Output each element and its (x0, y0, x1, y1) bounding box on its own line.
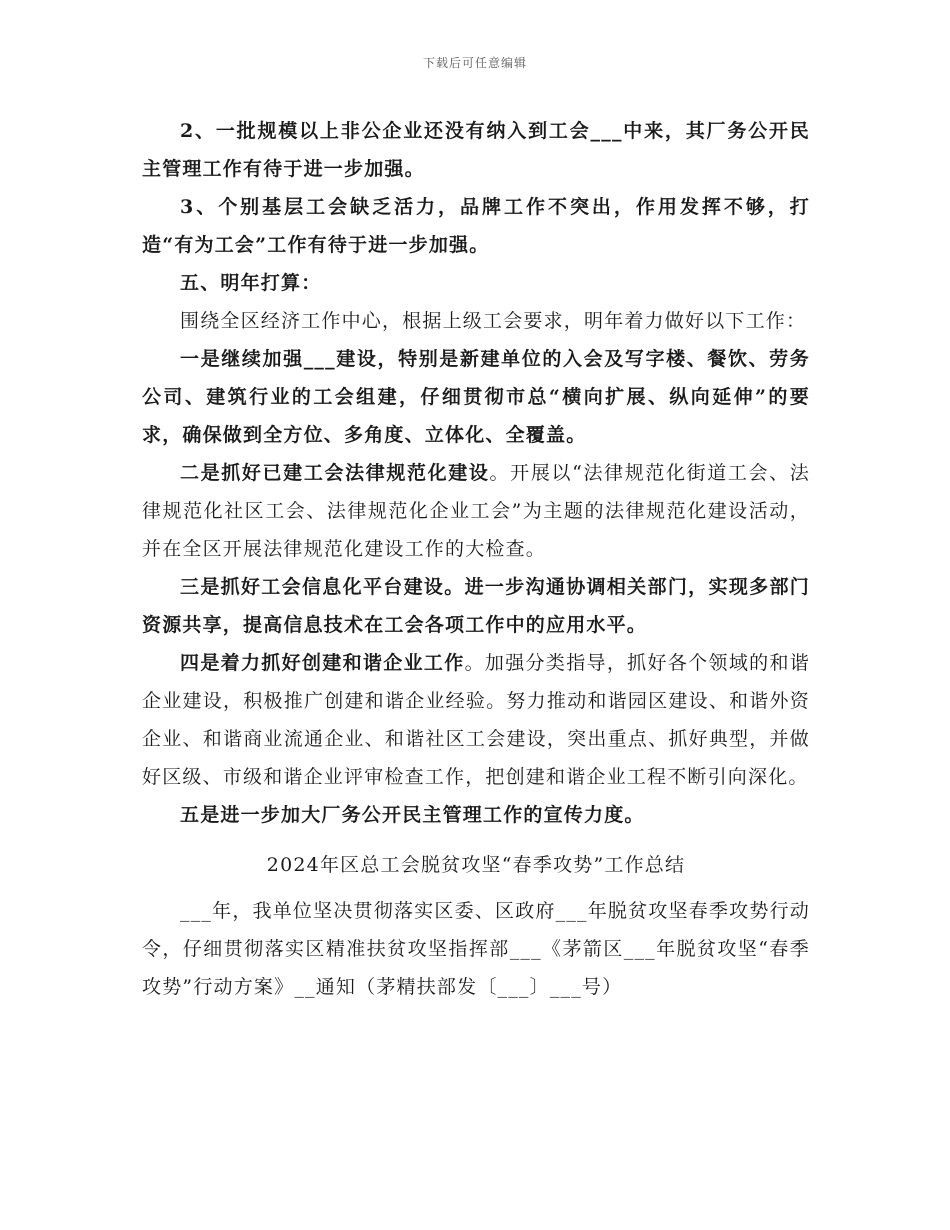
plan-4-body: 。加强分类指导，抓好各个领域的和谐企业建设，积极推广创建和谐企业经验。努力推动和谐园区建设、和谐外资企业、和谐商业流通企业、和谐社区工会建设，突出重点、抓好典型，并做好区级、市级和谐企业评审检查工作，把创建和谐企业工程不断引向深化。 (142, 652, 810, 788)
paragraph-plans-intro: 围绕全区经济工作中心，根据上级工会要求，明年着力做好以下工作： (180, 310, 807, 332)
paragraph-plan-2 (142, 454, 810, 568)
paragraph-issue-2: 2、一批规模以上非公企业还没有纳入到工会___中来，其厂务公开民主管理工作有待于进一步加强。 (142, 120, 810, 180)
document-title: 2024年区总工会脱贫攻坚“春季攻势”工作总结 (266, 854, 686, 876)
paragraph-plan-4 (142, 644, 810, 796)
paragraph-plan-5: 五是进一步加大厂务公开民主管理工作的宣传力度。 (180, 804, 645, 826)
paragraph-summary-intro: ___年，我单位坚决贯彻落实区委、区政府___年脱贫攻坚春季攻势行动令，仔细贯彻落实区精准扶贫攻坚指挥部___《茅箭区___年脱贫攻坚“春季攻势”行动方案》__通知（茅精扶部发〔___〕___号） (142, 900, 810, 998)
document-body (142, 112, 810, 1006)
paragraph-plan-3: 三是抓好工会信息化平台建设。进一步沟通协调相关部门，实现多部门资源共享，提高信息技术在工会各项工作中的应用水平。 (142, 576, 810, 636)
paragraph-issue-3: 3、个别基层工会缺乏活力，品牌工作不突出，作用发挥不够，打造“有为工会”工作有待于进一步加强。 (142, 196, 810, 256)
plan-2-body: 。开展以“法律规范化街道工会、法律规范化社区工会、法律规范化企业工会”为主题的法律规范化建设活动，并在全区开展法律规范化建设工作的大检查。 (142, 462, 810, 560)
plan-2-lead: 二是抓好已建工会法律规范化建设 (180, 462, 490, 484)
page-header-note: 下载后可任意编辑 (422, 56, 527, 70)
paragraph-plan-1: 一是继续加强___建设，特别是新建单位的入会及写字楼、餐饮、劳务公司、建筑行业的工会组建，仔细贯彻市总“横向扩展、纵向延伸”的要求，确保做到全方位、多角度、立体化、全覆盖。 (142, 348, 810, 446)
plan-4-lead: 四是着力抓好创建和谐企业工作 (180, 652, 465, 674)
section-heading-plans: 五、明年打算： (180, 272, 322, 294)
